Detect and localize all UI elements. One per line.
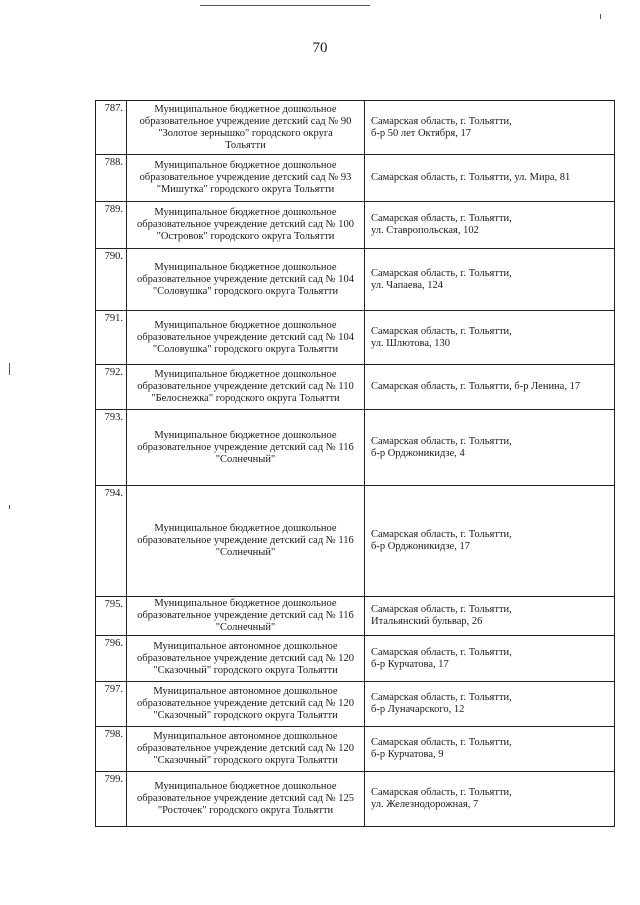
institution-name-line: образовательное учреждение детский сад № 116 <box>137 441 354 453</box>
row-number: 794. <box>96 486 127 597</box>
table-row <box>96 155 615 202</box>
institution-name-line: "Соловушка" городского округа Тольятти <box>152 285 339 297</box>
address-line: Самарская область, г. Тольятти, <box>371 267 512 279</box>
address-line: б-р Орджоникидзе, 4 <box>371 447 465 459</box>
address-line: Итальянский бульвар, 26 <box>371 616 483 627</box>
address-line: Самарская область, г. Тольятти, <box>371 787 512 798</box>
institution-name-line: Муниципальное бюджетное дошкольное <box>154 160 337 171</box>
institution-name-line: "Мишутка" городского округа Тольятти <box>156 184 335 195</box>
institution-name-line: Муниципальное бюджетное дошкольное <box>154 207 337 218</box>
table-row <box>96 311 615 365</box>
institution-name-cell <box>127 486 365 597</box>
address-cell <box>365 311 615 365</box>
address-cell <box>365 597 615 636</box>
address-cell <box>365 727 615 772</box>
address-line: Самарская область, г. Тольятти, ул. Мира, 81 <box>371 172 571 183</box>
institution-name-line: "Росточек" городского округа Тольятти <box>157 805 334 816</box>
address-line: ул. Ставропольская, 102 <box>371 225 479 236</box>
institution-name-line: Муниципальное бюджетное дошкольное <box>154 319 337 331</box>
institution-name-line: Муниципальное бюджетное дошкольное <box>154 103 337 115</box>
table-row <box>96 772 615 827</box>
table-row <box>96 365 615 410</box>
address-line: ул. Железнодорожная, 7 <box>371 799 479 810</box>
address-line: Самарская область, г. Тольятти, <box>371 692 512 703</box>
institution-name-cell <box>127 636 365 682</box>
institution-name-line: образовательное учреждение детский сад № 104 <box>137 331 354 343</box>
address-cell <box>365 682 615 727</box>
institution-name-cell <box>127 155 365 202</box>
address-cell <box>365 249 615 311</box>
institution-name-cell <box>127 597 365 636</box>
institution-name-line: образовательное учреждение детский сад № 93 <box>139 172 352 183</box>
institution-name-line: Муниципальное автономное дошкольное <box>153 731 338 742</box>
table-row <box>96 682 615 727</box>
institution-name-line: "Белоснежка" городского округа Тольятти <box>151 393 340 404</box>
address-line: Самарская область, г. Тольятти, <box>371 325 512 337</box>
scan-mark-left-upper <box>9 363 10 375</box>
address-line: б-р Орджоникидзе, 17 <box>371 541 470 552</box>
institution-name-cell <box>127 410 365 486</box>
address-cell <box>365 101 615 155</box>
address-line: б-р Луначарского, 12 <box>371 704 465 715</box>
institution-name-line: образовательное учреждение детский сад № 120 <box>137 743 354 754</box>
institution-name-line: образовательное учреждение детский сад № 120 <box>137 652 354 664</box>
institution-name-cell <box>127 311 365 365</box>
institution-name-cell <box>127 682 365 727</box>
institution-name-line: "Сказочный" городского округа Тольятти <box>153 710 338 721</box>
address-line: б-р Курчатова, 9 <box>371 749 444 760</box>
table-row <box>96 202 615 249</box>
row-number: 791. <box>96 311 127 365</box>
address-cell <box>365 486 615 597</box>
row-number: 799. <box>96 772 127 827</box>
row-number: 796. <box>96 636 127 682</box>
institution-name-cell <box>127 365 365 410</box>
institution-name-line: образовательное учреждение детский сад № 116 <box>137 535 354 546</box>
row-number: 787. <box>96 101 127 155</box>
institution-name-line: образовательное учреждение детский сад № 100 <box>137 219 354 230</box>
address-line: Самарская область, г. Тольятти, <box>371 435 512 447</box>
institution-name-cell <box>127 202 365 249</box>
institution-name-cell <box>127 249 365 311</box>
institution-name-line: Муниципальное бюджетное дошкольное <box>154 429 337 441</box>
institution-name-cell <box>127 727 365 772</box>
address-line: Самарская область, г. Тольятти, <box>371 115 512 127</box>
institution-name-line: образовательное учреждение детский сад № 110 <box>137 381 354 392</box>
page-number: 70 <box>312 40 328 56</box>
table-row <box>96 486 615 597</box>
row-number: 798. <box>96 727 127 772</box>
table-row <box>96 727 615 772</box>
table-row <box>96 249 615 311</box>
institution-name-line: Тольятти <box>225 139 266 151</box>
table-row <box>96 636 615 682</box>
address-cell <box>365 202 615 249</box>
address-line: Самарская область, г. Тольятти, б-р Ленина, 17 <box>371 381 581 392</box>
institution-name-line: "Солнечный" <box>215 622 276 633</box>
address-line: Самарская область, г. Тольятти, <box>371 737 512 748</box>
table-row <box>96 101 615 155</box>
institution-name-line: Муниципальное автономное дошкольное <box>153 686 338 697</box>
institution-name-cell <box>127 772 365 827</box>
row-number: 795. <box>96 597 127 636</box>
institution-name-line: "Островок" городского округа Тольятти <box>156 231 335 242</box>
institution-name-line: образовательное учреждение детский сад № 125 <box>137 793 354 804</box>
institution-name-line: Муниципальное бюджетное дошкольное <box>154 523 337 534</box>
institution-name-line: "Солнечный" <box>215 453 276 465</box>
address-cell <box>365 772 615 827</box>
address-line: Самарская область, г. Тольятти, <box>371 213 512 224</box>
institution-name-line: Муниципальное автономное дошкольное <box>153 640 338 652</box>
institution-name-cell <box>127 101 365 155</box>
institution-name-line: "Сказочный" городского округа Тольятти <box>153 755 338 766</box>
institution-name-line: Муниципальное бюджетное дошкольное <box>154 598 337 609</box>
institution-name-line: "Сказочный" городского округа Тольятти <box>153 664 338 676</box>
table-row <box>96 410 615 486</box>
address-line: ул. Чапаева, 124 <box>371 279 444 291</box>
row-number: 797. <box>96 682 127 727</box>
institution-name-line: Муниципальное бюджетное дошкольное <box>154 261 337 273</box>
scan-mark-top-line <box>200 5 370 6</box>
address-line: ул. Шлютова, 130 <box>371 337 450 349</box>
address-cell <box>365 365 615 410</box>
institution-name-line: Муниципальное бюджетное дошкольное <box>154 781 337 792</box>
institution-name-line: образовательное учреждение детский сад № 104 <box>137 273 354 285</box>
address-cell <box>365 155 615 202</box>
institution-name-line: "Золотое зернышко" городского округа <box>158 127 333 139</box>
scan-mark-top-right <box>600 14 601 19</box>
address-line: Самарская область, г. Тольятти, <box>371 646 512 658</box>
table-row <box>96 597 615 636</box>
institution-name-line: образовательное учреждение детский сад № 120 <box>137 698 354 709</box>
address-line: Самарская область, г. Тольятти, <box>371 529 512 540</box>
institution-name-line: образовательное учреждение детский сад № 90 <box>139 115 352 127</box>
row-number: 793. <box>96 410 127 486</box>
address-line: Самарская область, г. Тольятти, <box>371 604 512 615</box>
row-number: 790. <box>96 249 127 311</box>
registry-table <box>95 100 615 827</box>
scan-mark-left-lower <box>9 505 10 509</box>
address-line: б-р Курчатова, 17 <box>371 658 449 670</box>
row-number: 789. <box>96 202 127 249</box>
row-number: 792. <box>96 365 127 410</box>
institution-name-line: образовательное учреждение детский сад № 116 <box>137 610 354 621</box>
address-cell <box>365 636 615 682</box>
row-number: 788. <box>96 155 127 202</box>
institution-name-line: Муниципальное бюджетное дошкольное <box>154 369 337 380</box>
institution-name-line: "Соловушка" городского округа Тольятти <box>152 343 339 355</box>
institution-name-line: "Солнечный" <box>215 547 276 558</box>
address-line: б-р 50 лет Октября, 17 <box>371 127 471 139</box>
address-cell <box>365 410 615 486</box>
